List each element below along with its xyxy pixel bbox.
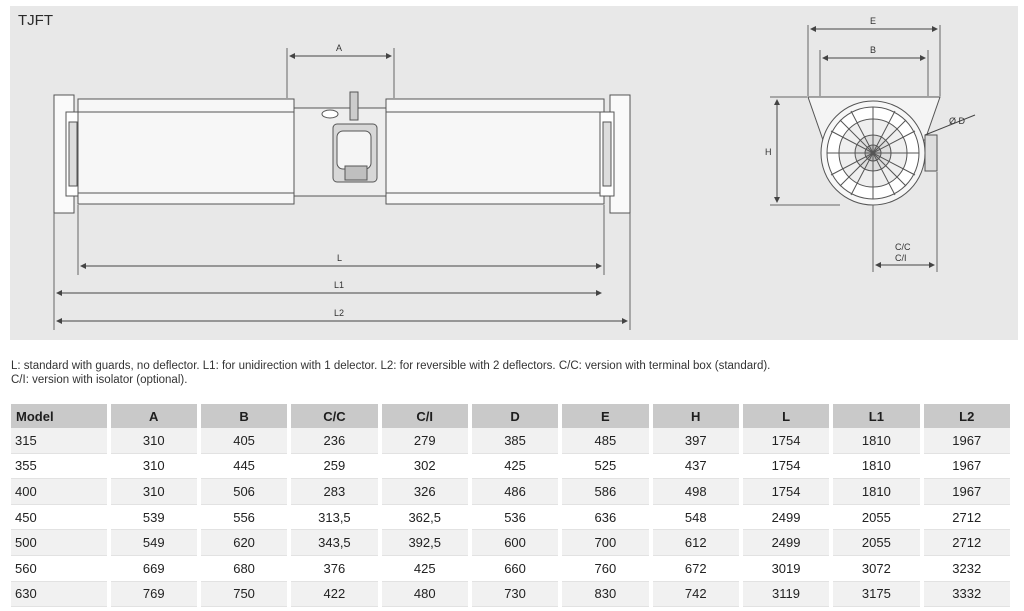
cell-e: 525: [562, 454, 648, 480]
cell-b: 445: [201, 454, 287, 480]
cell-d: 425: [472, 454, 558, 480]
cell-cc: 376: [291, 556, 377, 582]
drawing-title: TJFT: [18, 12, 53, 29]
dim-label-a: A: [336, 43, 343, 53]
column-header-d: D: [472, 404, 558, 428]
cell-d: 660: [472, 556, 558, 582]
column-header-b: B: [201, 404, 287, 428]
column-header-e: E: [562, 404, 648, 428]
table-row: [11, 530, 1010, 556]
cell-cc: 259: [291, 454, 377, 480]
cell-l1: 1810: [833, 479, 919, 505]
cell-l: 3119: [743, 582, 829, 608]
cell-a: 539: [111, 505, 197, 531]
column-header-l2: L2: [924, 404, 1010, 428]
dim-label-d: Ø D: [949, 116, 966, 126]
cell-a: 310: [111, 479, 197, 505]
cell-e: 700: [562, 530, 648, 556]
cell-l1: 2055: [833, 530, 919, 556]
dim-label-ci: C/I: [895, 253, 907, 263]
cell-e: 760: [562, 556, 648, 582]
cell-model: 560: [11, 556, 107, 582]
table-header-row: [11, 404, 1010, 428]
column-header-l: L: [743, 404, 829, 428]
dim-label-e: E: [870, 16, 877, 26]
cell-l1: 3175: [833, 582, 919, 608]
dim-label-l: L: [337, 253, 343, 263]
cell-d: 730: [472, 582, 558, 608]
cell-l: 2499: [743, 530, 829, 556]
dim-label-h: H: [765, 147, 772, 157]
cell-a: 549: [111, 530, 197, 556]
cell-l2: 1967: [924, 428, 1010, 454]
cell-b: 405: [201, 428, 287, 454]
cell-l: 2499: [743, 505, 829, 531]
table-row: [11, 556, 1010, 582]
cell-h: 397: [653, 428, 739, 454]
cell-model: 400: [11, 479, 107, 505]
cell-e: 636: [562, 505, 648, 531]
end-view: [770, 25, 975, 272]
table-row: [11, 428, 1010, 454]
cell-l2: 2712: [924, 530, 1010, 556]
cell-b: 506: [201, 479, 287, 505]
cell-h: 742: [653, 582, 739, 608]
dim-label-b: B: [870, 45, 877, 55]
cell-d: 486: [472, 479, 558, 505]
dimension-notes: [11, 359, 1011, 387]
cell-a: 310: [111, 428, 197, 454]
cell-l: 3019: [743, 556, 829, 582]
table-row: [11, 479, 1010, 505]
cell-b: 680: [201, 556, 287, 582]
cell-a: 769: [111, 582, 197, 608]
cell-ci: 392,5: [382, 530, 468, 556]
cell-a: 669: [111, 556, 197, 582]
column-header-cc: C/C: [291, 404, 377, 428]
cell-l1: 2055: [833, 505, 919, 531]
cell-a: 310: [111, 454, 197, 480]
cell-e: 586: [562, 479, 648, 505]
cell-model: 315: [11, 428, 107, 454]
cell-model: 500: [11, 530, 107, 556]
cell-model: 355: [11, 454, 107, 480]
cell-b: 556: [201, 505, 287, 531]
cell-l2: 1967: [924, 479, 1010, 505]
cell-d: 385: [472, 428, 558, 454]
cell-h: 672: [653, 556, 739, 582]
column-header-a: A: [111, 404, 197, 428]
cell-h: 548: [653, 505, 739, 531]
dim-label-l1: L1: [334, 280, 345, 290]
cell-ci: 279: [382, 428, 468, 454]
cell-l1: 1810: [833, 428, 919, 454]
cell-l: 1754: [743, 479, 829, 505]
column-header-h: H: [653, 404, 739, 428]
cell-b: 620: [201, 530, 287, 556]
column-header-model: Model: [11, 404, 107, 428]
cell-cc: 343,5: [291, 530, 377, 556]
table-row: [11, 454, 1010, 480]
cell-e: 830: [562, 582, 648, 608]
cell-d: 536: [472, 505, 558, 531]
dim-label-l2: L2: [334, 308, 345, 318]
dimensions-table: [7, 404, 1014, 607]
table-row: [11, 505, 1010, 531]
cell-d: 600: [472, 530, 558, 556]
cell-l: 1754: [743, 454, 829, 480]
cell-h: 612: [653, 530, 739, 556]
note-line-1: L: standard with guards, no deflector. L1: for unidirection with 1 delector. L2: for reversible with 2 deflectors. C/C: version with terminal box (standard).: [11, 360, 771, 372]
cell-l1: 3072: [833, 556, 919, 582]
cell-b: 750: [201, 582, 287, 608]
cell-l2: 1967: [924, 454, 1010, 480]
cell-cc: 283: [291, 479, 377, 505]
column-header-ci: C/I: [382, 404, 468, 428]
cell-e: 485: [562, 428, 648, 454]
column-header-l1: L1: [833, 404, 919, 428]
cell-model: 450: [11, 505, 107, 531]
dim-label-cc: C/C: [895, 242, 911, 252]
cell-ci: 302: [382, 454, 468, 480]
cell-l2: 3232: [924, 556, 1010, 582]
cell-h: 498: [653, 479, 739, 505]
cell-ci: 425: [382, 556, 468, 582]
note-line-2: C/I: version with isolator (optional).: [11, 374, 188, 386]
cell-l: 1754: [743, 428, 829, 454]
cell-model: 630: [11, 582, 107, 608]
table-row: [11, 582, 1010, 608]
cell-ci: 480: [382, 582, 468, 608]
cell-ci: 362,5: [382, 505, 468, 531]
cell-l2: 3332: [924, 582, 1010, 608]
cell-ci: 326: [382, 479, 468, 505]
cell-l1: 1810: [833, 454, 919, 480]
cell-l2: 2712: [924, 505, 1010, 531]
cell-h: 437: [653, 454, 739, 480]
cell-cc: 422: [291, 582, 377, 608]
cell-cc: 236: [291, 428, 377, 454]
cell-cc: 313,5: [291, 505, 377, 531]
